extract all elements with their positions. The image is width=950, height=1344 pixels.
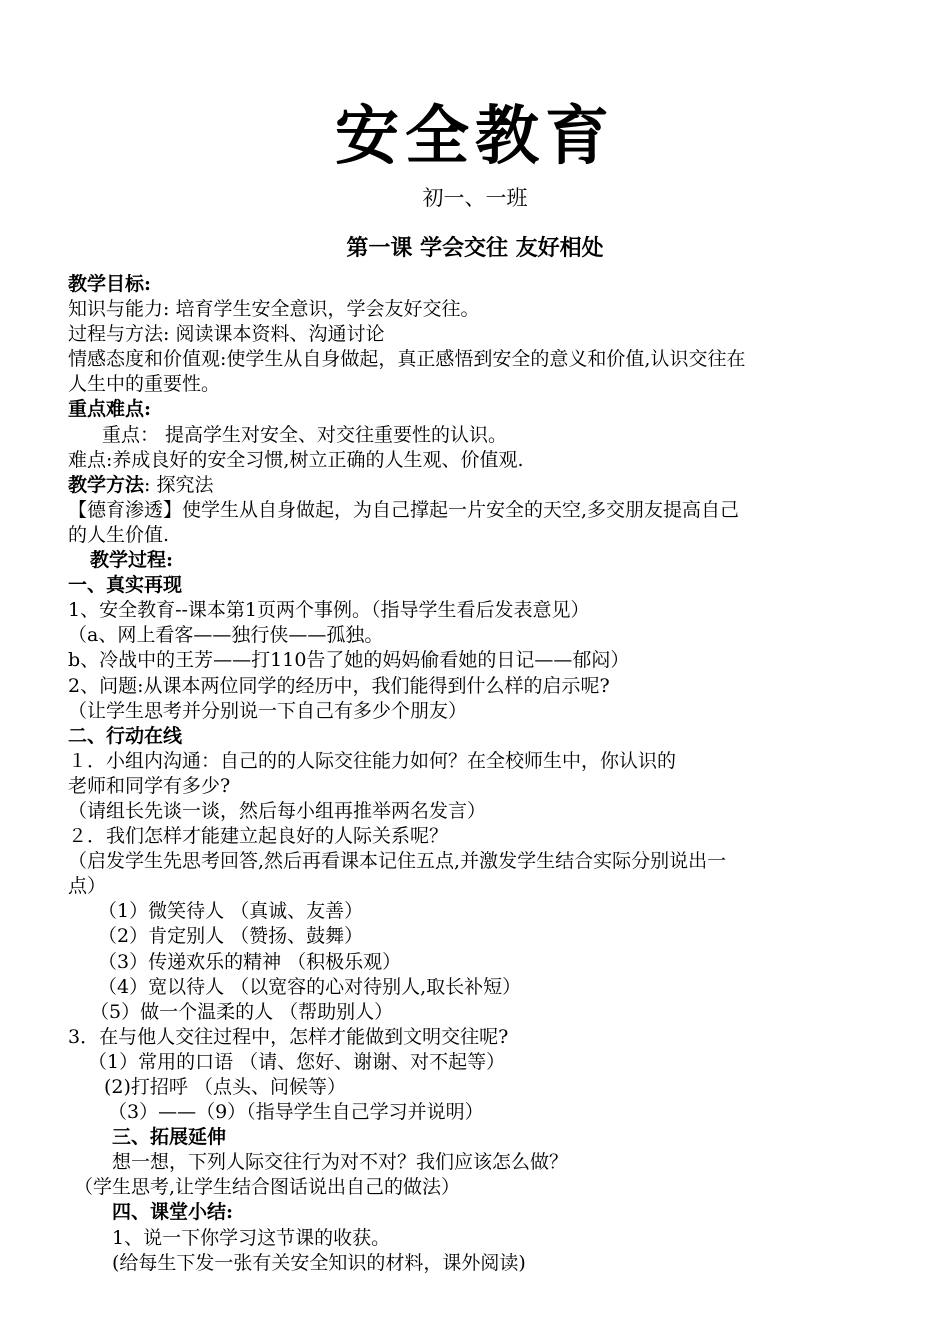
text-line: 1、安全教育--课本第1页两个事例。（指导学生看后发表意见） <box>68 599 590 622</box>
text-line: 的人生价值. <box>68 523 170 546</box>
text-line <box>68 473 888 498</box>
text-line: １．小组内沟通：自己的的人际交往能力如何？在全校师生中，你认识的 <box>68 749 677 772</box>
text-line: b、冷战中的王芳——打110告了她的妈妈偷看她的日记——郁闷） <box>68 649 630 672</box>
text-line: 重点难点: <box>68 398 152 421</box>
text-line: (给每生下发一张有关安全知识的材料，课外阅读) <box>112 1251 526 1274</box>
class-subtitle: 初一、一班 <box>422 186 528 210</box>
text-line: 3．在与他人交往过程中，怎样才能做到文明交往呢? <box>68 1025 509 1048</box>
text-line: 【德育渗透】使学生从自身做起，为自己撑起一片安全的天空,多交朋友提高自己 <box>68 498 740 521</box>
text-line: （学生思考,让学生结合图话说出自己的做法） <box>74 1176 461 1199</box>
text-line: 一、真实再现 <box>68 574 183 597</box>
text-line: （3）——（9）（指导学生自己学习并说明） <box>108 1101 484 1124</box>
text-line: 三、拓展延伸 <box>112 1126 227 1149</box>
text-line: 想一想，下列人际交往行为对不对？我们应该怎么做？ <box>112 1151 569 1174</box>
text-line: 点） <box>68 875 107 898</box>
text-line: （1）常用的口语 （请、您好、谢谢、对不起等） <box>88 1050 506 1073</box>
text-line: （让学生思考并分别说一下自己有多少个朋友） <box>68 699 468 722</box>
text-line: （5）做一个温柔的人 （帮助别人） <box>90 1000 394 1023</box>
text-line: 教学目标: <box>68 273 152 295</box>
text-line: 重点： 提高学生对安全、对交往重要性的认识。 <box>102 423 508 446</box>
text-line: （启发学生先思考回答,然后再看课本记住五点,并激发学生结合实际分别说出一 <box>68 850 727 873</box>
text-line: 2、问题:从课本两位同学的经历中，我们能得到什么样的启示呢? <box>68 674 610 697</box>
text-line: 二、行动在线 <box>68 724 183 747</box>
text-line-value: : 探究法 <box>144 473 214 496</box>
text-line: （3）传递欢乐的精神 （积极乐观） <box>98 950 402 973</box>
text-line: 知识与能力: 培育学生安全意识，学会友好交往。 <box>68 298 480 321</box>
text-line: （1）微笑待人 （真诚、友善） <box>98 900 364 923</box>
text-line: 情感态度和价值观:使学生从自身做起，真正感悟到安全的意义和价值,认识交往在 <box>68 348 746 371</box>
document-title: 安全教育 <box>335 99 615 174</box>
text-line: 老师和同学有多少? <box>68 774 231 797</box>
text-line-label: 教学方法 <box>68 473 145 496</box>
text-line: 难点:养成良好的安全习惯,树立正确的人生观、价值观. <box>68 448 524 471</box>
text-line: （4）宽以待人 （以宽容的心对待别人,取长补短） <box>98 975 522 998</box>
text-line: （2）肯定别人 （赞扬、鼓舞） <box>98 925 364 948</box>
text-line: （a、网上看客——独行侠——孤独。 <box>68 624 384 647</box>
lesson-title: 第一课 学会交往 友好相处 <box>346 235 604 261</box>
text-line: (2)打招呼 （点头、问候等） <box>104 1076 346 1098</box>
text-line: 过程与方法: 阅读课本资料、沟通讨论 <box>68 323 385 346</box>
text-line: 人生中的重要性。 <box>68 373 221 396</box>
text-line: 教学过程: <box>90 549 174 572</box>
lesson-plan-body <box>68 272 888 1276</box>
text-line: 四、课堂小结: <box>112 1201 234 1224</box>
text-line: ２．我们怎样才能建立起良好的人际关系呢？ <box>68 825 449 848</box>
text-line: 1、说一下你学习这节课的收获。 <box>112 1226 391 1249</box>
text-line: （请组长先谈一谈，然后每小组再推举两名发言） <box>68 799 487 822</box>
